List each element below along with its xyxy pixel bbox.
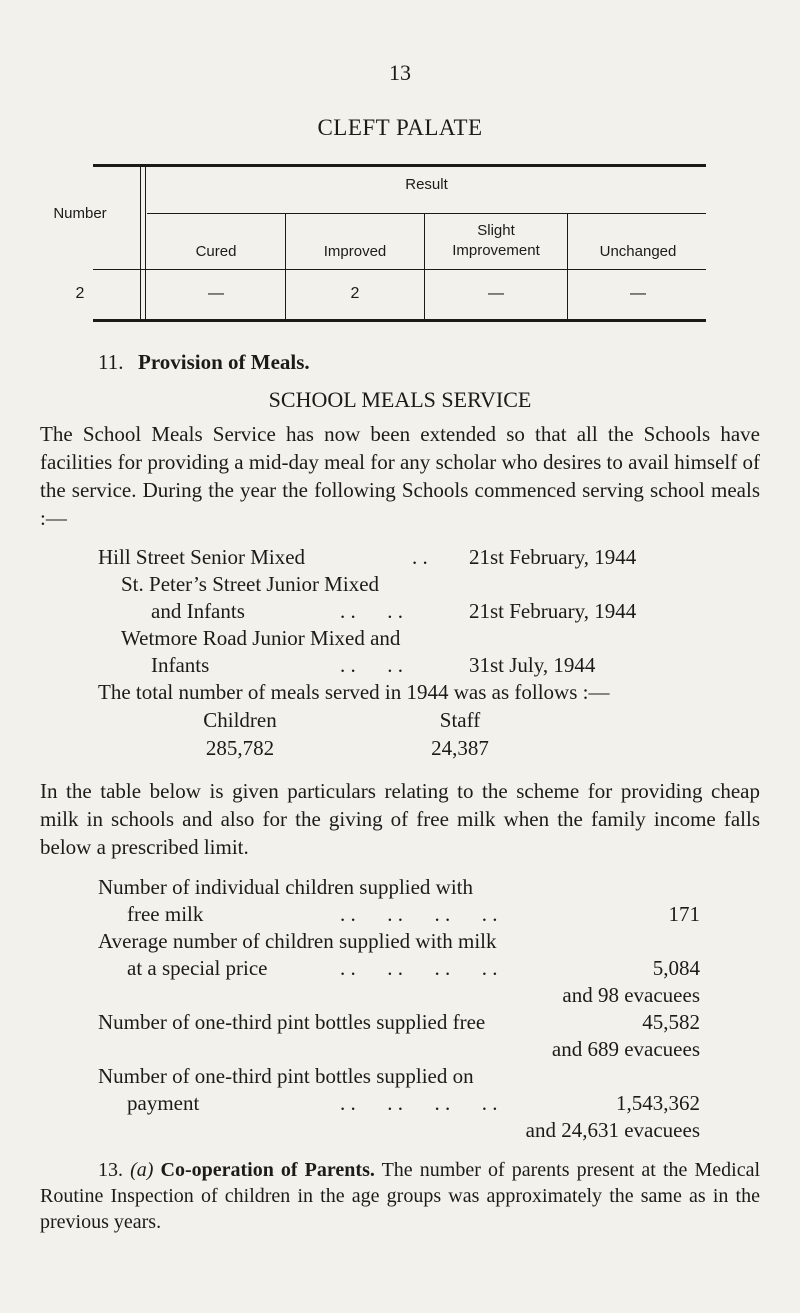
staff-meals-value: 24,387 [431,736,489,760]
cell-unchanged: — [630,285,646,302]
section-13-label: (a) [130,1159,154,1181]
header-slight-improvement-line1: Slight [477,222,515,239]
cleft-palate-title: CLEFT PALATE [317,115,483,140]
school-1-name: Hill Street Senior Mixed [98,545,306,569]
milk-item-2-leader: . . . . . . . . [340,956,498,980]
school-2-leader: . . . . [340,599,403,623]
school-2-name-line1: St. Peter’s Street Junior Mixed [121,572,380,596]
table-col-rule [145,167,146,319]
section-11-number: 11. [98,350,124,374]
milk-item-4-extra: and 24,631 evacuees [525,1118,700,1142]
milk-item-1-line1: Number of individual children supplied with [98,875,474,899]
header-cured: Cured [195,243,237,260]
milk-item-4-value: 1,543,362 [616,1091,700,1115]
section-13-number: 13. [98,1159,123,1181]
milk-item-1-line2: free milk [127,902,204,926]
milk-item-3-value: 45,582 [642,1010,700,1034]
children-meals-value: 285,782 [205,736,275,760]
table-col-rule [285,213,286,319]
milk-item-4-line2: payment [127,1091,200,1115]
page-number: 13 [389,60,411,85]
table-col-rule [567,213,568,319]
school-3-name-line1: Wetmore Road Junior Mixed and [121,626,401,650]
section-13-paragraph [40,1157,760,1235]
table-top-rule [93,164,706,167]
school-1-date: 21st February, 1944 [469,545,637,569]
meals-total-sentence: The total number of meals served in 1944 was as follows :— [98,680,610,704]
header-result: Result [405,176,448,193]
milk-scheme-intro: In the table below is given particulars relating to the scheme for providing cheap milk in schools and also for the giving of free milk when the family income falls below a prescribed limit. [40,779,760,859]
school-1-leader: . . [412,545,428,569]
milk-item-1-value: 171 [668,902,700,926]
section-11-heading: Provision of Meals. [138,350,310,374]
children-label: Children [203,708,277,732]
staff-label: Staff [439,708,481,732]
milk-item-2-line2: at a special price [127,956,268,980]
school-meals-subtitle: SCHOOL MEALS SERVICE [268,387,532,412]
milk-item-4-leader: . . . . . . . . [340,1091,498,1115]
school-3-name-line2: Infants [151,653,210,677]
milk-item-1-leader: . . . . . . . . [340,902,498,926]
table-bottom-rule [93,319,706,322]
milk-item-3-line1: Number of one-third pint bottles supplied free [98,1010,486,1034]
school-2-date: 21st February, 1944 [469,599,637,623]
cell-slight-improvement: — [488,285,504,302]
header-number: Number [53,205,107,222]
header-improved: Improved [323,243,387,260]
section-13-text: The number of parents present at the Medical Routine Inspection of children in the age groups was approximately the same as in the previous years. [40,1159,760,1233]
cell-number: 2 [75,285,85,302]
school-2-name-line2: and Infants [151,599,245,623]
milk-item-2-line1: Average number of children supplied with milk [98,929,497,953]
milk-item-3-extra: and 689 evacuees [551,1037,700,1061]
table-col-rule [140,167,141,319]
section-13-heading: Co-operation of Parents. [160,1159,375,1181]
school-meals-intro: The School Meals Service has now been extended so that all the Schools have facilities for providing a mid-day meal for any scholar who desires to avail himself of the service. During the year the following Schools commenced serving school meals :— [40,422,760,530]
table-subheader-rule [147,213,706,214]
milk-item-2-extra: and 98 evacuees [562,983,700,1007]
header-unchanged: Unchanged [599,243,677,260]
school-3-date: 31st July, 1944 [469,653,596,677]
cell-improved: 2 [350,285,360,302]
header-slight-improvement-line2: Improvement [452,242,540,259]
cell-cured: — [208,285,224,302]
school-3-leader: . . . . [340,653,403,677]
milk-item-4-line1: Number of one-third pint bottles supplied on [98,1064,474,1088]
milk-item-2-value: 5,084 [652,956,700,980]
table-header-rule [93,269,706,270]
